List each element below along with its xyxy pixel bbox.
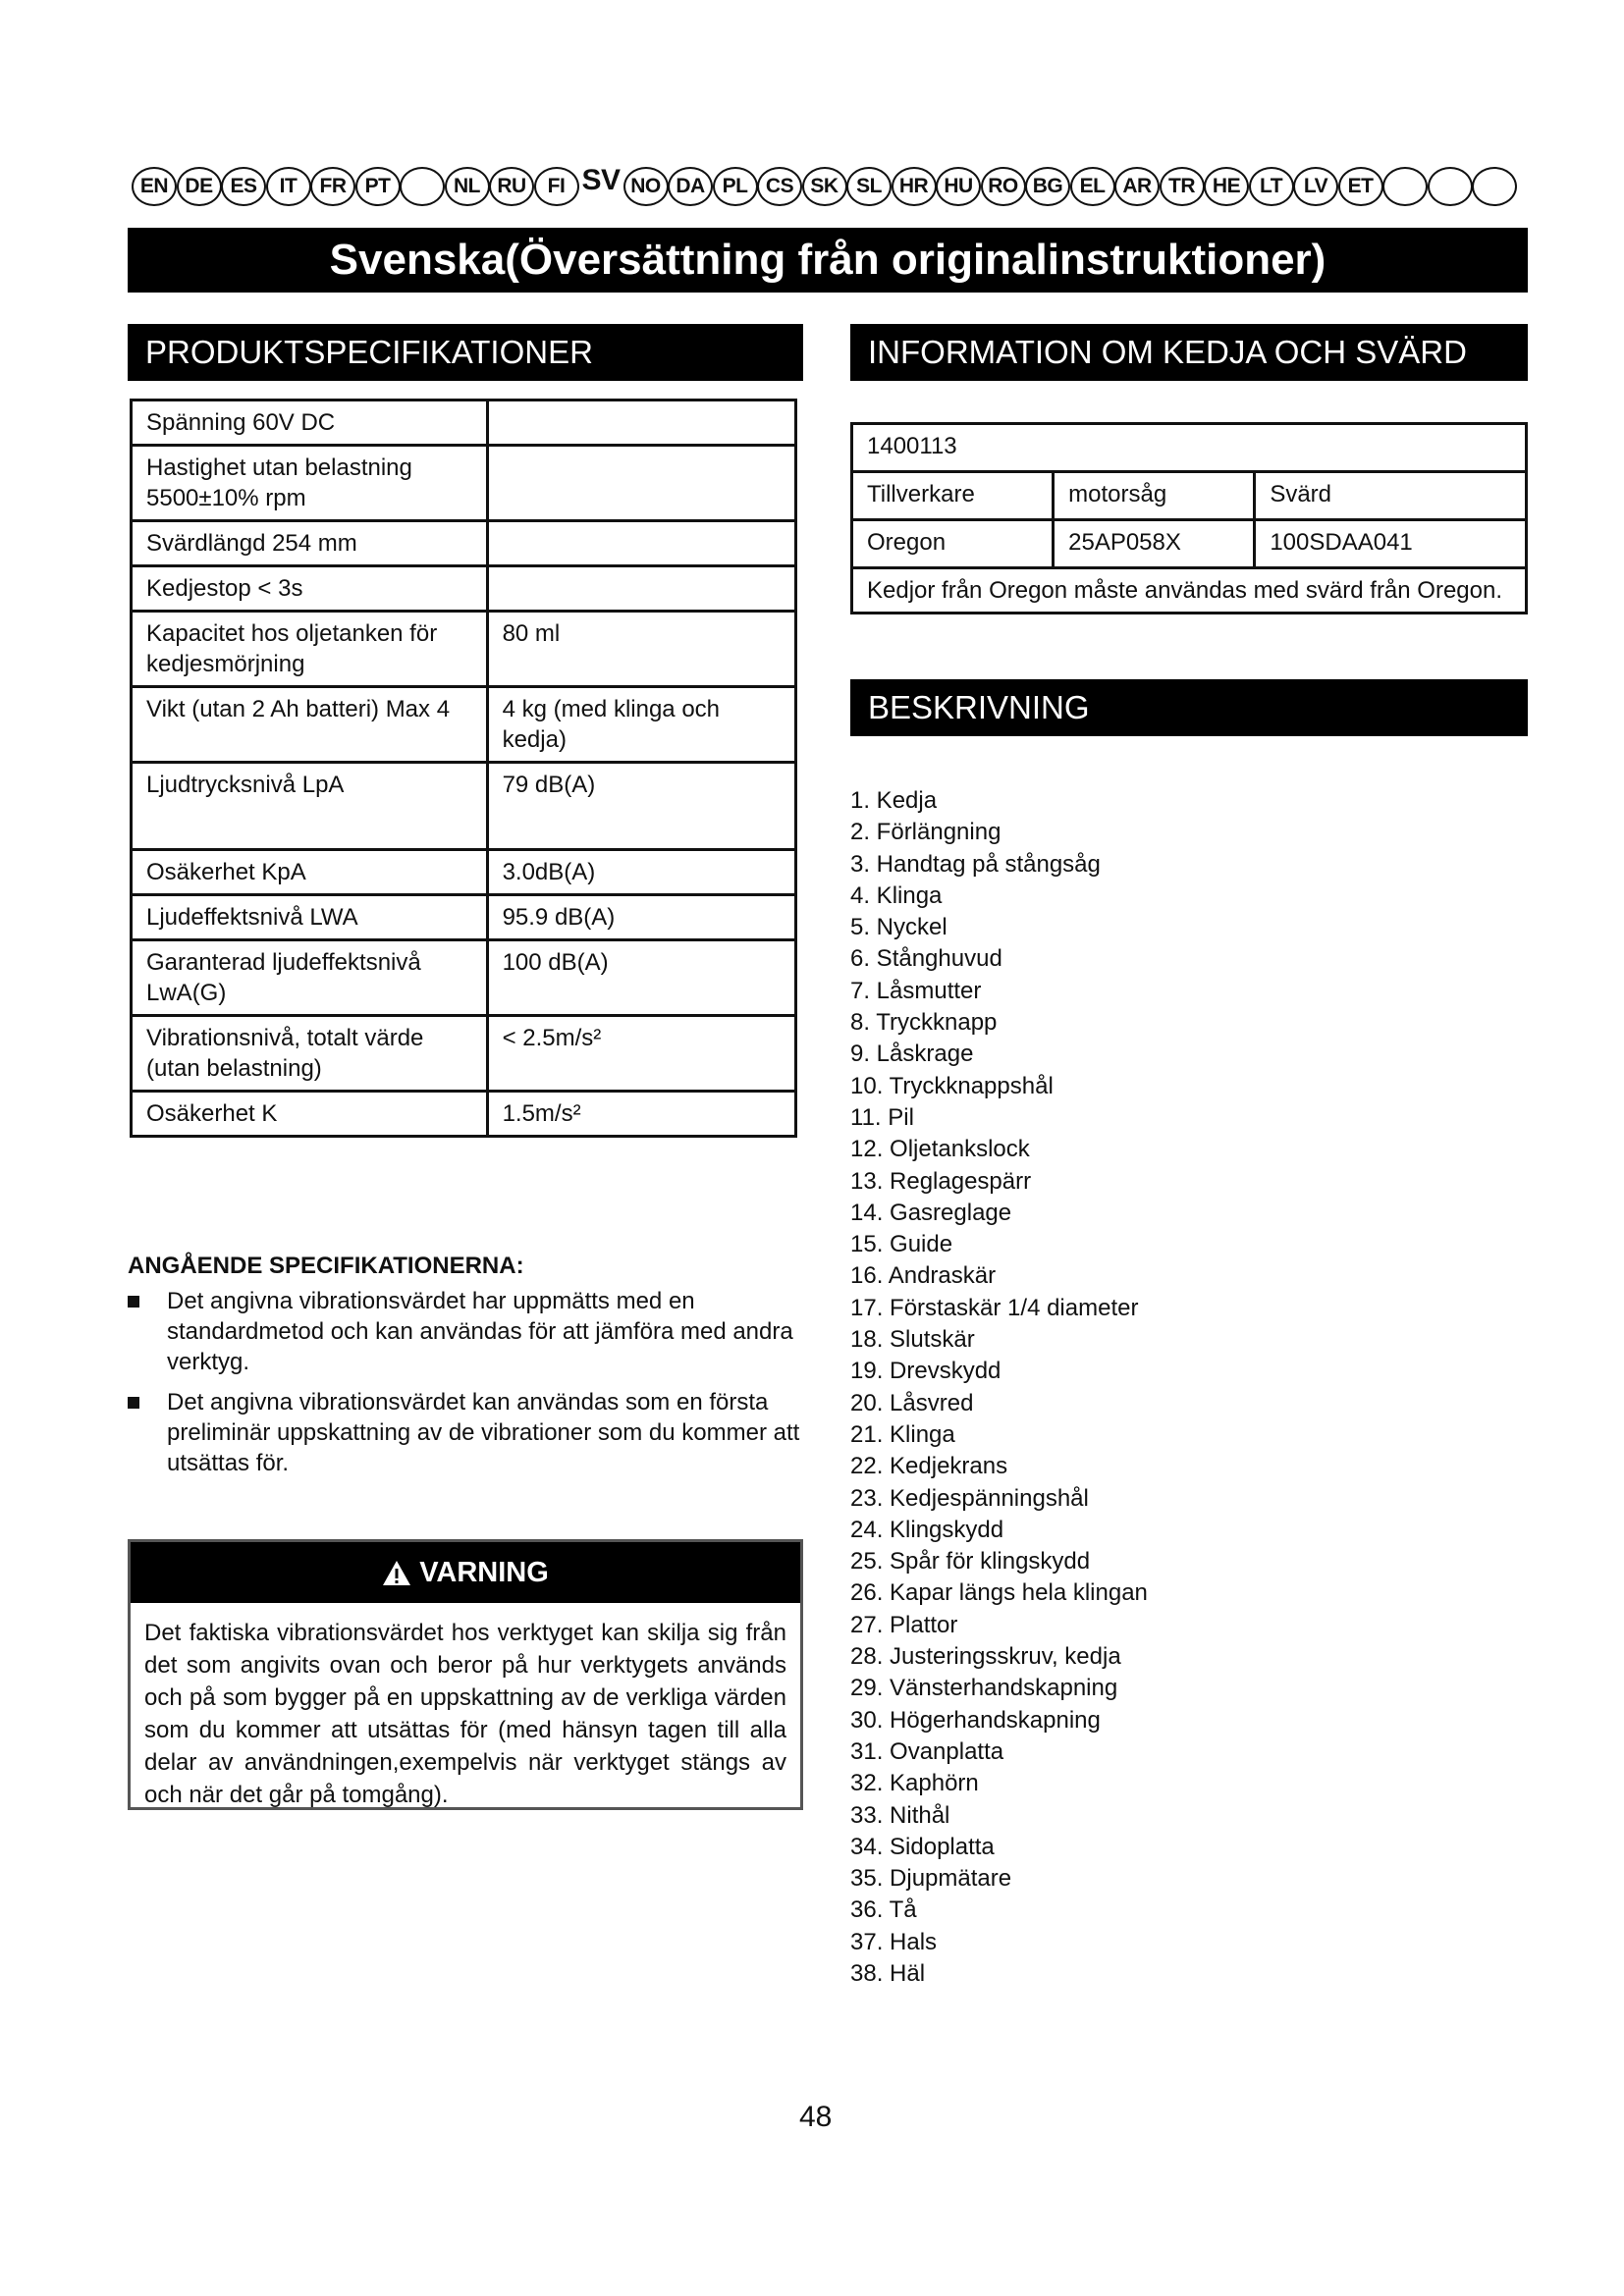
spec-row: [132, 1092, 796, 1137]
chain-info-table-wrap: [850, 422, 1528, 614]
parts-list-item: 11. Pil: [850, 1103, 914, 1131]
spec-value: 3.0dB(A): [487, 850, 795, 895]
warning-header: [131, 1542, 800, 1603]
language-tab-en[interactable]: EN: [132, 167, 177, 206]
parts-list-item: 10. Tryckknappshål: [850, 1072, 1054, 1099]
chain-header-cell: motorsåg: [1054, 472, 1255, 520]
language-tab-nl[interactable]: NL: [445, 167, 490, 206]
language-tab-empty[interactable]: [400, 167, 445, 206]
parts-list-item: 12. Oljetankslock: [850, 1136, 1030, 1163]
parts-list-item: 8. Tryckknapp: [850, 1009, 998, 1037]
language-tab-cs[interactable]: CS: [757, 167, 802, 206]
parts-list-item: 17. Förstaskär 1/4 diameter: [850, 1294, 1139, 1321]
parts-list-item: 33. Nithål: [850, 1801, 950, 1829]
spec-row: [132, 1016, 796, 1092]
language-tab-ar[interactable]: AR: [1114, 167, 1160, 206]
spec-value: 95.9 dB(A): [487, 895, 795, 940]
parts-list-item: 38. Häl: [850, 1959, 926, 1987]
parts-list: [850, 785, 1148, 1990]
page-title: Svenska(Översättning från originalinstruktioner): [128, 228, 1528, 293]
spec-row: [132, 521, 796, 566]
description-heading: BESKRIVNING: [850, 679, 1528, 736]
parts-list-item: 37. Hals: [850, 1928, 938, 1955]
parts-list-item: 6. Stånghuvud: [850, 945, 1002, 973]
product-specs-heading: PRODUKTSPECIFIKATIONER: [128, 324, 803, 381]
spec-value: 80 ml: [487, 612, 795, 687]
parts-list-item: 29. Vänsterhandskapning: [850, 1675, 1118, 1702]
parts-list-item: 7. Låsmutter: [850, 977, 982, 1004]
spec-row: [132, 566, 796, 612]
parts-list-item: 25. Spår för klingskydd: [850, 1548, 1091, 1575]
language-tab-sl[interactable]: SL: [846, 167, 892, 206]
spec-row: [132, 612, 796, 687]
language-tab-pl[interactable]: PL: [713, 167, 758, 206]
chain-header-cell: Tillverkare: [852, 472, 1054, 520]
spec-label: Ljudeffektsnivå LWA: [132, 895, 488, 940]
parts-list-item: 24. Klingskydd: [850, 1516, 1004, 1543]
spec-value: [487, 446, 795, 521]
spec-value: 4 kg (med klinga och kedja): [487, 687, 795, 763]
product-specs-table-wrap: [130, 399, 797, 1138]
spec-label: Vikt (utan 2 Ah batteri) Max 4: [132, 687, 488, 763]
chain-data-cell: 25AP058X: [1054, 520, 1255, 568]
language-tabs: [132, 164, 1526, 210]
warning-text: Det faktiska vibrationsvärdet hos verktyget kan skilja sig från det som angivits ovan och beror på hur verktygets används och på som bygger på en uppskattning av de verkliga värden som du kommer att utsättas för (med hänsyn tagen till alla delar av användningen,exempelvis när verktyget stängs av och när det går på tomgång).: [144, 1620, 786, 1808]
language-tab-el[interactable]: EL: [1070, 167, 1115, 206]
parts-list-item: 5. Nyckel: [850, 914, 947, 941]
warning-title: VARNING: [419, 1556, 549, 1588]
chain-data-cell: Oregon: [852, 520, 1054, 568]
parts-list-item: 22. Kedjekrans: [850, 1453, 1008, 1480]
product-specs-table: [130, 399, 797, 1138]
spec-row: [132, 763, 796, 850]
spec-label: Hastighet utan belastning 5500±10% rpm: [132, 446, 488, 521]
language-tab-sk[interactable]: SK: [802, 167, 847, 206]
language-tab-es[interactable]: ES: [221, 167, 266, 206]
language-tab-empty[interactable]: [1472, 167, 1517, 206]
language-tab-bg[interactable]: BG: [1025, 167, 1070, 206]
parts-list-item: 34. Sidoplatta: [850, 1833, 995, 1860]
parts-list-item: 26. Kapar längs hela klingan: [850, 1579, 1148, 1607]
parts-list-item: 36. Tå: [850, 1896, 917, 1924]
spec-value: [487, 521, 795, 566]
spec-notes: [128, 1253, 805, 1478]
parts-list-item: 32. Kaphörn: [850, 1770, 979, 1797]
spec-row: [132, 446, 796, 521]
language-tab-hu[interactable]: HU: [936, 167, 981, 206]
parts-list-item: 21. Klinga: [850, 1420, 955, 1448]
parts-list-item: 14. Gasreglage: [850, 1199, 1012, 1226]
chain-info-heading: INFORMATION OM KEDJA OCH SVÄRD: [850, 324, 1528, 381]
language-tab-ru[interactable]: RU: [489, 167, 534, 206]
parts-list-item: 20. Låsvred: [850, 1389, 974, 1416]
parts-list-item: 3. Handtag på stångsåg: [850, 850, 1101, 878]
chain-model-cell: 1400113: [852, 424, 1527, 472]
spec-row: [132, 940, 796, 1016]
language-tab-empty[interactable]: [1428, 167, 1473, 206]
language-tab-fr[interactable]: FR: [310, 167, 355, 206]
spec-row: [132, 895, 796, 940]
spec-row: [132, 400, 796, 446]
spec-row: [132, 687, 796, 763]
page-number: 48: [799, 2101, 833, 2133]
chain-info-table: [850, 422, 1528, 614]
spec-value: 100 dB(A): [487, 940, 795, 1016]
parts-list-item: 2. Förlängning: [850, 819, 1001, 846]
language-tab-lv[interactable]: LV: [1293, 167, 1338, 206]
spec-label: Spänning 60V DC: [132, 400, 488, 446]
parts-list-item: 4. Klinga: [850, 881, 943, 909]
spec-value: 1.5m/s²: [487, 1092, 795, 1137]
warning-box: [128, 1539, 803, 1810]
spec-label: Garanterad ljudeffektsnivå LwA(G): [132, 940, 488, 1016]
parts-list-item: 30. Högerhandskapning: [850, 1706, 1101, 1734]
language-tab-lt[interactable]: LT: [1249, 167, 1294, 206]
chain-data-cell: 100SDAA041: [1255, 520, 1527, 568]
spec-value: < 2.5m/s²: [487, 1016, 795, 1092]
chain-note-cell: Kedjor från Oregon måste användas med svärd från Oregon.: [852, 568, 1527, 614]
warning-triangle-icon: [382, 1560, 411, 1586]
language-tab-it[interactable]: IT: [266, 167, 311, 206]
language-tab-da[interactable]: DA: [668, 167, 713, 206]
spec-label: Svärdlängd 254 mm: [132, 521, 488, 566]
spec-value: [487, 400, 795, 446]
spec-label: Ljudtrycksnivå LpA: [132, 763, 488, 850]
parts-list-item: 31. Ovanplatta: [850, 1737, 1004, 1765]
language-tab-et[interactable]: ET: [1338, 167, 1383, 206]
language-tab-no[interactable]: NO: [623, 167, 669, 206]
language-tab-sv[interactable]: SV: [581, 164, 621, 196]
spec-note-text: Det angivna vibrationsvärdet kan användas som en första preliminär uppskattning av de vibrationer som du kommer att utsättas för.: [167, 1389, 800, 1476]
parts-list-item: 13. Reglagespärr: [850, 1167, 1032, 1195]
spec-label: Kapacitet hos oljetanken för kedjesmörjning: [132, 612, 488, 687]
language-tab-hr[interactable]: HR: [892, 167, 937, 206]
parts-list-item: 18. Slutskär: [850, 1326, 975, 1354]
parts-list-item: 19. Drevskydd: [850, 1358, 1001, 1385]
parts-list-item: 15. Guide: [850, 1231, 953, 1258]
spec-label: Kedjestop < 3s: [132, 566, 488, 612]
parts-list-item: 23. Kedjespänningshål: [850, 1484, 1089, 1512]
parts-list-item: 35. Djupmätare: [850, 1865, 1012, 1893]
spec-note-text: Det angivna vibrationsvärdet har uppmätts med en standardmetod och kan användas för att jämföra med andra verktyg.: [167, 1288, 793, 1375]
parts-list-item: 28. Justeringsskruv, kedja: [850, 1643, 1121, 1671]
bullet-square-icon: [128, 1397, 139, 1409]
spec-note-item: [128, 1286, 805, 1377]
spec-value: 79 dB(A): [487, 763, 795, 850]
spec-label: Osäkerhet KpA: [132, 850, 488, 895]
spec-label: Osäkerhet K: [132, 1092, 488, 1137]
parts-list-item: 9. Låskrage: [850, 1041, 974, 1068]
spec-label: Vibrationsnivå, totalt värde (utan belastning): [132, 1016, 488, 1092]
spec-row: [132, 850, 796, 895]
spec-note-item: [128, 1387, 805, 1478]
parts-list-item: 1. Kedja: [850, 787, 938, 814]
language-tab-he[interactable]: HE: [1204, 167, 1249, 206]
language-tab-de[interactable]: DE: [177, 167, 222, 206]
chain-header-cell: Svärd: [1255, 472, 1527, 520]
parts-list-item: 27. Plattor: [850, 1611, 958, 1638]
spec-notes-heading: ANGÅENDE SPECIFIKATIONERNA:: [128, 1253, 524, 1279]
spec-value: [487, 566, 795, 612]
language-tab-ro[interactable]: RO: [981, 167, 1026, 206]
bullet-square-icon: [128, 1296, 139, 1308]
language-tab-pt[interactable]: PT: [355, 167, 401, 206]
parts-list-item: 16. Andraskär: [850, 1262, 997, 1290]
language-tab-tr[interactable]: TR: [1160, 167, 1205, 206]
language-tab-empty[interactable]: [1382, 167, 1428, 206]
language-tab-fi[interactable]: FI: [534, 167, 579, 206]
